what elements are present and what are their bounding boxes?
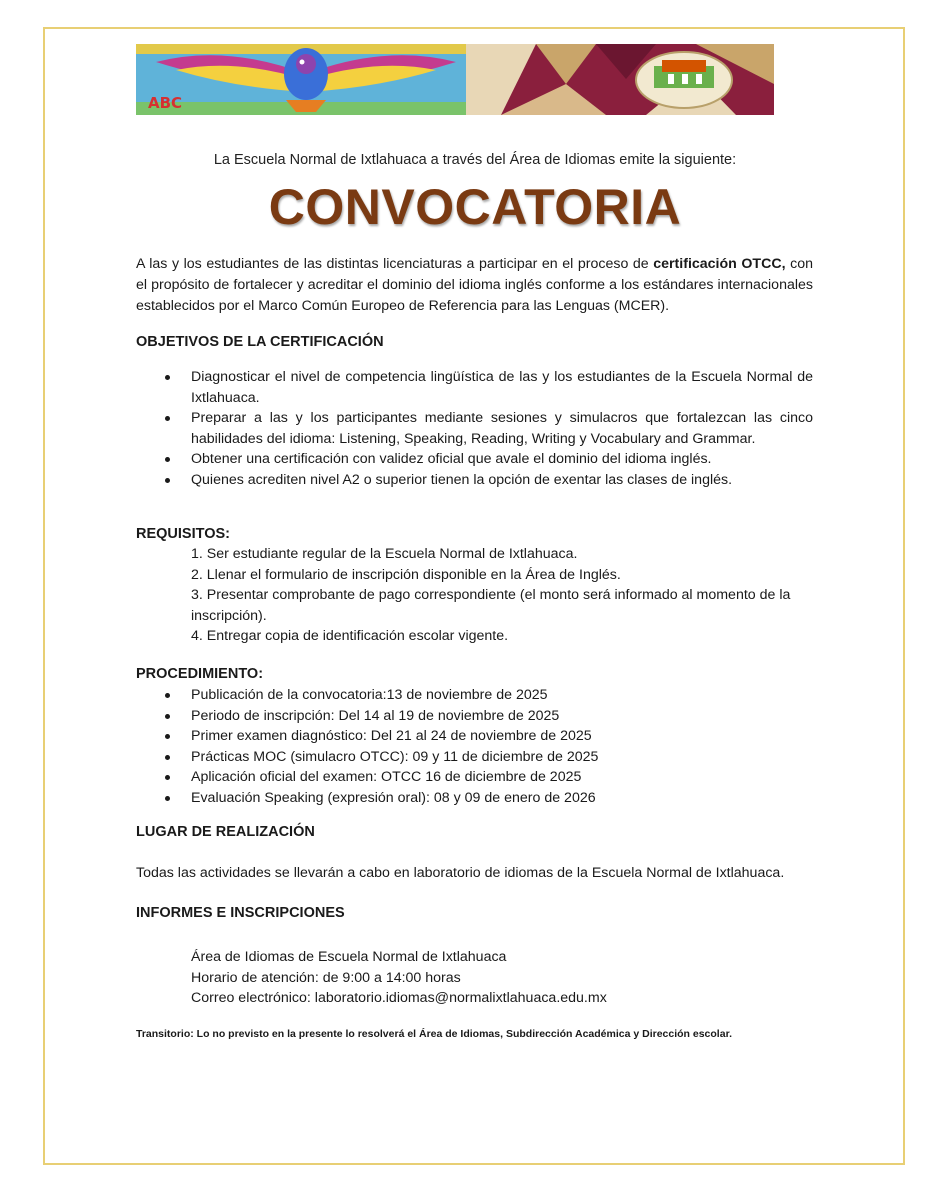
list-item: 2. Llenar el formulario de inscripción disponible en la Área de Inglés.	[191, 566, 621, 583]
intro-line: La Escuela Normal de Ixtlahuaca a través del Área de Idiomas emite la siguiente:	[213, 152, 737, 168]
school-seal-icon	[636, 52, 732, 108]
paragraph-bold: certificación OTCC,	[653, 256, 786, 272]
list-item: 1. Ser estudiante regular de la Escuela Normal de Ixtlahuaca.	[191, 546, 578, 562]
paragraph-end: con el propósito de fortalecer y acreditar el dominio del idioma inglés conforme a los estándares internacionales establecidos por el Marco Común Europeo de Referencia para las Lenguas (MCER).	[136, 256, 813, 314]
informes-line: Horario de atención: de 9:00 a 14:00 horas	[191, 969, 461, 986]
informes-line: Área de Idiomas de Escuela Normal de Ixtlahuaca	[191, 949, 507, 965]
list-item: Evaluación Speaking (expresión oral): 08 y 09 de enero de 2026	[191, 788, 791, 809]
list-item: Obtener una certificación con validez oficial que avale el dominio del idioma inglés.	[191, 449, 813, 470]
list-item: Publicación de la convocatoria:13 de noviembre de 2025	[191, 685, 791, 706]
transitorio-note: Transitorio: Lo no previsto en la presente lo resolverá el Área de Idiomas, Subdirección Académica y Dirección escolar.	[136, 1028, 732, 1040]
requisitos-list	[191, 544, 801, 647]
list-item: Prácticas MOC (simulacro OTCC): 09 y 11 de diciembre de 2025	[191, 747, 791, 768]
list-item: Aplicación oficial del examen: OTCC 16 de diciembre de 2025	[191, 767, 791, 788]
list-item: 3. Presentar comprobante de pago correspondiente (el monto será informado al momento de la inscripción).	[191, 587, 791, 624]
informes-line: Correo electrónico: laboratorio.idiomas@normalixtlahuaca.edu.mx	[191, 990, 607, 1006]
banner-letters: ABC	[148, 94, 183, 112]
requisitos-heading: REQUISITOS:	[136, 526, 230, 542]
procedimiento-list	[191, 685, 791, 808]
objetivos-heading: OBJETIVOS DE LA CERTIFICACIÓN	[136, 334, 384, 350]
intro-paragraph	[136, 254, 813, 317]
list-item: Diagnosticar el nivel de competencia lingüística de las y los estudiantes de la Escuela Normal de Ixtlahuaca.	[191, 367, 813, 408]
page-title: CONVOCATORIA	[268, 179, 682, 235]
procedimiento-heading: PROCEDIMIENTO:	[136, 666, 264, 682]
list-item: Primer examen diagnóstico: Del 21 al 24 de noviembre de 2025	[191, 726, 791, 747]
objetivos-list	[191, 367, 813, 490]
lugar-text: Todas las actividades se llevarán a cabo en laboratorio de idiomas de la Escuela Normal de Ixtlahuaca.	[136, 865, 785, 881]
paragraph-start: A las y los estudiantes de las distintas licenciaturas a participar en el proceso de	[136, 256, 654, 272]
informes-heading: INFORMES E INSCRIPCIONES	[136, 905, 345, 921]
list-item: Quienes acrediten nivel A2 o superior tienen la opción de exentar las clases de inglés.	[191, 470, 813, 491]
list-item: 4. Entregar copia de identificación escolar vigente.	[191, 628, 509, 644]
lugar-heading: LUGAR DE REALIZACIÓN	[136, 824, 315, 840]
list-item: Preparar a las y los participantes mediante sesiones y simulacros que fortalezcan las cinco habilidades del idioma: Listening, Speaking, Reading, Writing y Vocabulary and Grammar.	[191, 408, 813, 449]
header-banner	[136, 44, 774, 115]
informes-block	[191, 947, 607, 1009]
list-item: Periodo de inscripción: Del 14 al 19 de noviembre de 2025	[191, 706, 791, 727]
